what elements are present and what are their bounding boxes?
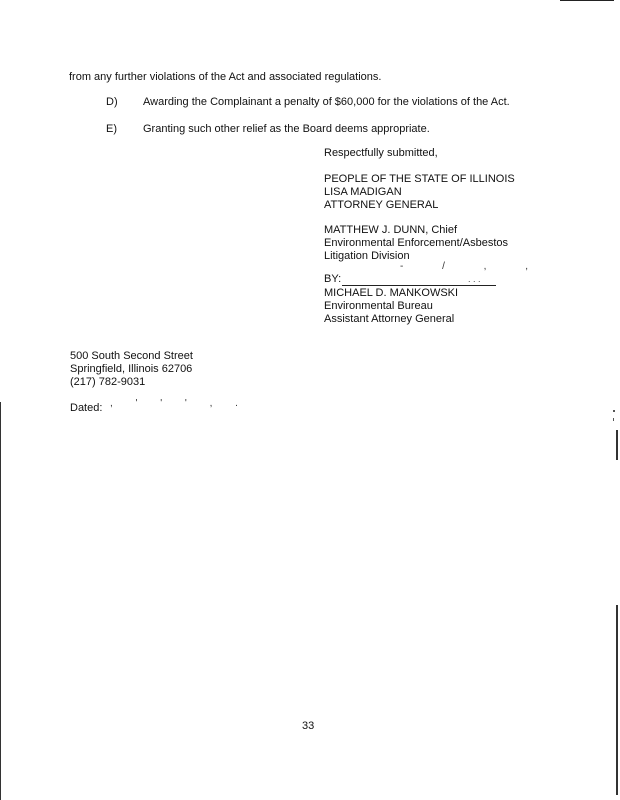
item-d-marker: D) (106, 96, 118, 108)
counsel-line: MATTHEW J. DUNN, Chief (324, 224, 458, 236)
address-city: Springfield, Illinois 62706 (70, 363, 193, 375)
scan-speck (613, 410, 615, 412)
handwritten-date-fragment: , ' ' ' , . (110, 398, 248, 409)
signer-title: Assistant Attorney General (324, 313, 455, 325)
continuation-text: from any further violations of the Act and associated regulations. (69, 71, 382, 83)
dated-label: Dated: (70, 402, 103, 414)
party-line: PEOPLE OF THE STATE OF ILLINOIS (324, 173, 515, 185)
signature-line (342, 285, 496, 286)
right-scan-edge-lower (616, 605, 618, 795)
address-phone: (217) 782-9031 (70, 376, 146, 388)
signature-fragment: . . . (468, 274, 481, 284)
counsel-block (324, 224, 508, 263)
signer-block (324, 287, 458, 326)
scan-speck (613, 418, 614, 421)
party-line: ATTORNEY GENERAL (324, 199, 439, 211)
closing-line: Respectfully submitted, (324, 147, 438, 159)
address-block (70, 350, 193, 389)
signer-name: MICHAEL D. MANKOWSKI (324, 287, 459, 299)
right-scan-edge (616, 430, 618, 460)
party-block (324, 173, 515, 212)
left-scan-edge (0, 402, 1, 800)
party-line: LISA MADIGAN (324, 186, 402, 198)
signature-fragment: - / , , (400, 261, 546, 272)
address-street: 500 South Second Street (70, 350, 193, 362)
counsel-line: Litigation Division (324, 250, 410, 262)
counsel-line: Environmental Enforcement/Asbestos (324, 237, 509, 249)
by-label: BY: (324, 273, 342, 285)
item-e-marker: E) (106, 123, 117, 135)
item-e-text: Granting such other relief as the Board deems appropriate. (143, 123, 430, 135)
item-d-text: Awarding the Complainant a penalty of $60,000 for the violations of the Act. (143, 96, 510, 108)
top-edge-rule (560, 0, 614, 1)
page-number: 33 (302, 720, 315, 732)
signer-title: Environmental Bureau (324, 300, 433, 312)
